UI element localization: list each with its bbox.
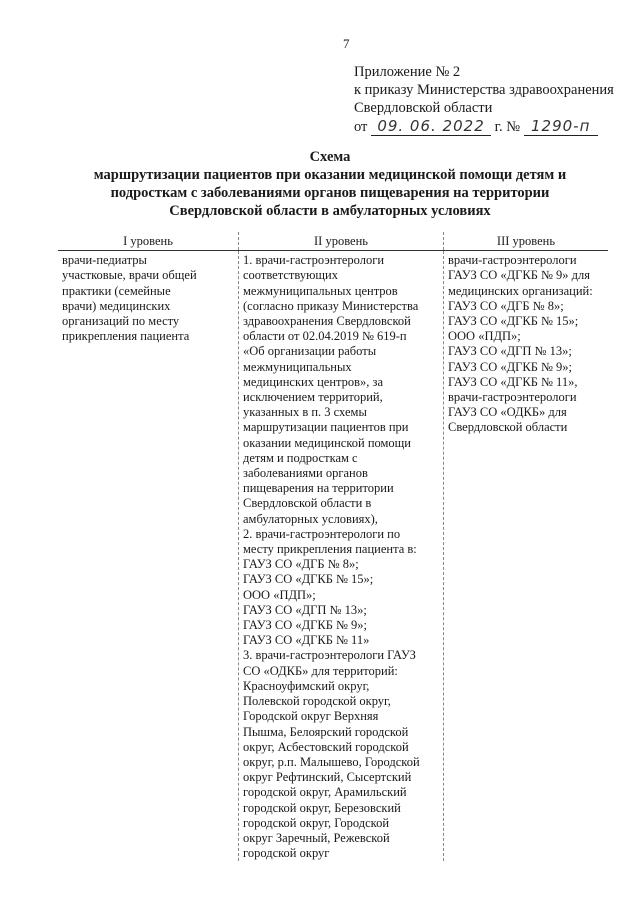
cell-text-line: (согласно приказу Министерства <box>243 298 419 313</box>
cell-text-line: Полевской городской округ, <box>243 694 391 709</box>
cell-text-line: «Об организации работы <box>243 344 377 359</box>
from-label: от <box>354 119 368 135</box>
header-level-1: I уровень <box>58 232 239 251</box>
cell-text-line: СО «ОДКБ» для территорий: <box>243 663 398 678</box>
cell-text-line: ООО «ПДП»; <box>243 587 316 602</box>
level-2-cell <box>239 251 444 862</box>
cell-text-line: межмуниципальных центров <box>243 283 398 298</box>
cell-text-line: 2. врачи-гастроэнтерологи по <box>243 526 401 541</box>
year-number-label: г. № <box>494 119 521 135</box>
cell-text-line: ГАУЗ СО «ОДКБ» для <box>448 405 567 420</box>
cell-text-line: городской округ <box>243 846 330 861</box>
cell-text-line: ООО «ПДП»; <box>448 329 521 344</box>
header-level-3: III уровень <box>444 232 609 251</box>
cell-text-line: городской округ, Городской <box>243 815 390 830</box>
cell-text-line: округ, р.п. Малышево, Городской <box>243 754 420 769</box>
cell-text-line: амбулаторных условиях), <box>243 511 378 526</box>
cell-text-line: оказании медицинской помощи <box>243 435 411 450</box>
cell-text-line: месту прикрепления пациента в: <box>243 542 417 557</box>
cell-text-line: ГАУЗ СО «ДГБ № 8»; <box>243 557 359 572</box>
cell-text-line: медицинских центров», за <box>243 374 384 389</box>
handwritten-order-number: 1290-п <box>524 117 598 136</box>
page-number: 7 <box>343 36 350 51</box>
cell-text-line: округ, Асбестовский городской <box>243 739 409 754</box>
table-row <box>58 251 608 862</box>
cell-text-line: ГАУЗ СО «ДГКБ № 11» <box>243 633 370 648</box>
cell-text-line: ГАУЗ СО «ДГП № 13»; <box>448 344 572 359</box>
cell-text-line: Свердловской области <box>448 420 568 435</box>
routing-table <box>58 232 608 861</box>
cell-text-line: ГАУЗ СО «ДГКБ № 9»; <box>243 618 368 633</box>
cell-text-line: округ Заречный, Режевской <box>243 830 390 845</box>
cell-text-line: городской округ, Арамильский <box>243 785 407 800</box>
cell-text-line: области от 02.04.2019 № 619-п <box>243 329 407 344</box>
cell-text-line: здравоохранения Свердловской <box>243 314 411 329</box>
cell-text-line: организаций по месту <box>62 314 180 329</box>
cell-text-line: Пышма, Белоярский городской <box>243 724 409 739</box>
appendix-header <box>354 63 614 136</box>
cell-text-line: практики (семейные <box>62 283 171 298</box>
cell-text-line: ГАУЗ СО «ДГКБ № 15»; <box>448 314 579 329</box>
cell-text-line: пищеварения на территории <box>243 481 394 496</box>
cell-text-line: детям и подросткам с <box>243 450 358 465</box>
cell-text-line: соответствующих <box>243 268 338 283</box>
cell-text-line: ГАУЗ СО «ДГП № 13»; <box>243 602 367 617</box>
cell-text-line: врачи-гастроэнтерологи <box>448 253 577 268</box>
cell-text-line: прикрепления пациента <box>62 329 190 344</box>
table-header-row <box>58 232 608 251</box>
appendix-order-line: к приказу Министерства здравоохранения <box>354 82 614 98</box>
cell-text-line: ГАУЗ СО «ДГКБ № 9» для <box>448 268 591 283</box>
cell-text-line: межмуниципальных <box>243 359 352 374</box>
cell-text-line: исключением территорий, <box>243 390 383 405</box>
cell-text-line: маршрутизации пациентов при <box>243 420 409 435</box>
cell-text-line: Городской округ Верхняя <box>243 709 379 724</box>
cell-text-line: ГАУЗ СО «ДГКБ № 9»; <box>448 359 573 374</box>
cell-text-line: врачи-педиатры <box>62 253 147 268</box>
title-line-1: Схема <box>309 149 351 165</box>
level-3-cell <box>444 251 609 862</box>
title-line-3: подросткам с заболеваниями органов пищеварения на территории <box>110 185 550 201</box>
appendix-date-number-line <box>354 117 614 136</box>
cell-text-line: врачи) медицинских <box>62 298 171 313</box>
cell-text-line: ГАУЗ СО «ДГКБ № 15»; <box>243 572 374 587</box>
cell-text-line: 3. врачи-гастроэнтерологи ГАУЗ <box>243 648 416 663</box>
cell-text-line: ГАУЗ СО «ДГКБ № 11», <box>448 374 578 389</box>
cell-text-line: медицинских организаций: <box>448 283 593 298</box>
title-line-2: маршрутизации пациентов при оказании медицинской помощи детям и <box>93 167 567 183</box>
cell-text-line: заболеваниями органов <box>243 466 368 481</box>
cell-text-line: Красноуфимский округ, <box>243 678 370 693</box>
cell-text-line: Свердловской области в <box>243 496 372 511</box>
cell-text-line: округ Рефтинский, Сысертский <box>243 770 412 785</box>
title-line-4: Свердловской области в амбулаторных условиях <box>169 203 491 219</box>
document-title <box>60 148 600 220</box>
appendix-region-line: Свердловской области <box>354 100 493 116</box>
appendix-title: Приложение № 2 <box>354 64 461 80</box>
cell-text-line: участковые, врачи общей <box>62 268 197 283</box>
level-1-cell <box>58 251 239 862</box>
cell-text-line: городской округ, Березовский <box>243 800 401 815</box>
cell-text-line: врачи-гастроэнтерологи <box>448 390 577 405</box>
cell-text-line: указанных в п. 3 схемы <box>243 405 367 420</box>
handwritten-date: 09. 06. 2022 <box>371 117 491 136</box>
header-level-2: II уровень <box>239 232 444 251</box>
cell-text-line: ГАУЗ СО «ДГБ № 8»; <box>448 298 564 313</box>
cell-text-line: 1. врачи-гастроэнтерологи <box>243 253 385 268</box>
